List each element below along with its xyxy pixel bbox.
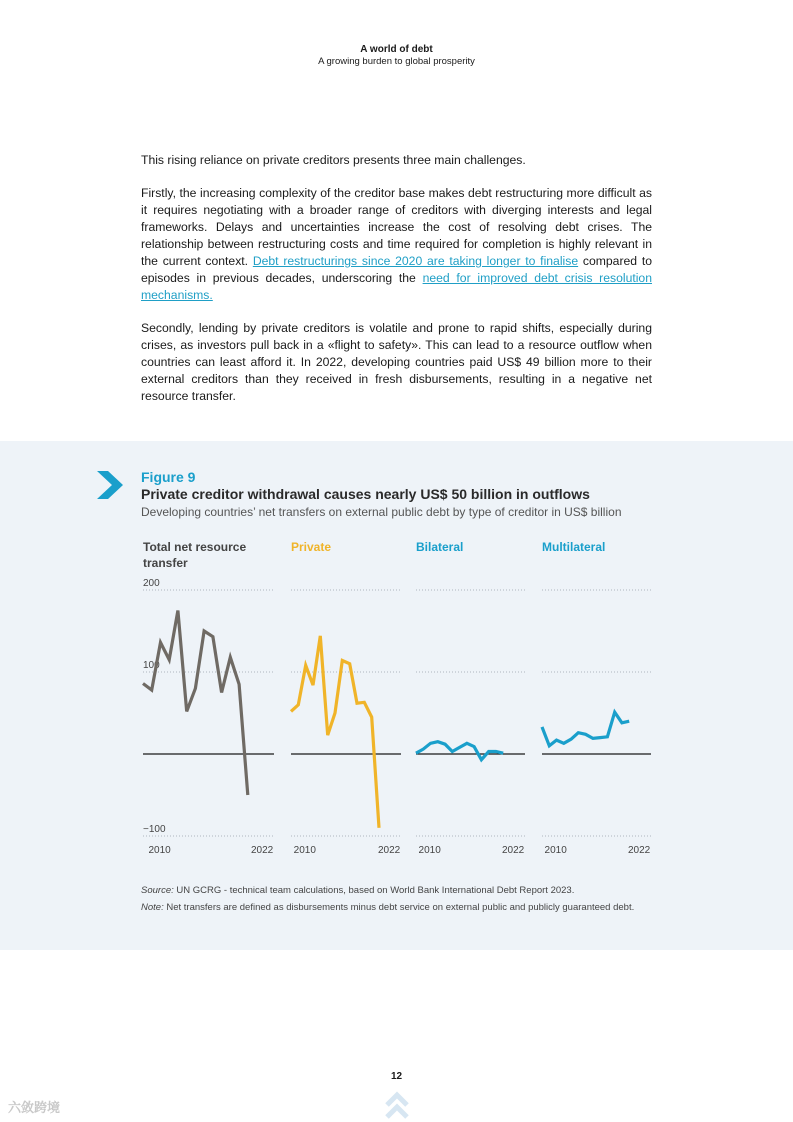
- paragraph-2-text-a: Firstly, the increasing complexity of the creditor base makes debt restructuring more difficult as it requires negotiating with a broader range of creditors with diverging interests and legal frameworks. Delays and uncertainties increase the cost of resolving debt crises. The relationship between restructuring costs and time required for completion is highly relevant in the current context.: [141, 186, 652, 268]
- x-tick-label: 2010: [418, 845, 441, 856]
- source-label: Source:: [141, 885, 174, 896]
- panel-title: Multilateral: [542, 540, 606, 554]
- y-tick-label: −100: [143, 824, 166, 835]
- panel-title: transfer: [143, 556, 188, 570]
- series-line-total-net-resource-transfer: [143, 611, 248, 796]
- note-text: Net transfers are defined as disbursements minus debt service on external public and publicly guaranteed debt.: [163, 902, 635, 913]
- x-tick-label: 2010: [148, 845, 171, 856]
- link-debt-restructurings[interactable]: Debt restructurings since 2020 are taking longer to finalise: [252, 254, 579, 268]
- document-title: A world of debt: [360, 44, 433, 55]
- source-note: [141, 884, 661, 897]
- paragraph-3: Secondly, lending by private creditors is volatile and prone to rapid shifts, especially during crises, as investors pull back in a «flight to safety». This can lead to a resource outflow when countries can least afford it. In 2022, developing countries paid US$ 49 billion more to their external creditors than they received in fresh disbursements, resulting in a negative net resource transfer.: [141, 321, 652, 403]
- series-line-private: [291, 636, 379, 828]
- y-tick-label: 100: [143, 660, 160, 671]
- panel-title: Total net resource: [143, 540, 247, 554]
- figure-subtitle: Developing countries’ net transfers on external public debt by type of creditor in US$ billion: [141, 505, 622, 519]
- figure-title: Private creditor withdrawal causes nearly US$ 50 billion in outflows: [141, 486, 590, 502]
- source-text: UN GCRG - technical team calculations, based on World Bank International Debt Report 2023.: [173, 885, 575, 896]
- x-tick-label: 2022: [378, 845, 401, 856]
- x-tick-label: 2022: [502, 845, 525, 856]
- paragraph-2-text-b: compared to episodes in previous decades, underscoring the: [141, 254, 652, 285]
- document-subtitle: A growing burden to global prosperity: [318, 56, 475, 67]
- scroll-up-icon[interactable]: [384, 1091, 410, 1121]
- x-tick-label: 2022: [628, 845, 651, 856]
- page-number: 12: [390, 1071, 403, 1082]
- definition-note: [141, 901, 661, 914]
- series-line-multilateral: [542, 712, 629, 746]
- watermark-text: 六敛跨境: [8, 1100, 61, 1115]
- link-crisis-resolution[interactable]: need for improved debt crisis resolution mechanisms.: [141, 271, 652, 302]
- paragraph-1: This rising reliance on private creditors presents three main challenges.: [141, 153, 526, 167]
- x-tick-label: 2010: [293, 845, 316, 856]
- x-tick-label: 2010: [544, 845, 567, 856]
- x-tick-label: 2022: [251, 845, 274, 856]
- series-line-bilateral: [416, 742, 503, 760]
- note-label: Note:: [141, 902, 164, 913]
- y-tick-label: 200: [143, 578, 160, 589]
- panel-title: Private: [291, 540, 332, 554]
- panel-title: Bilateral: [416, 540, 464, 554]
- figure-number: Figure 9: [141, 469, 196, 485]
- footnotes: [141, 884, 661, 918]
